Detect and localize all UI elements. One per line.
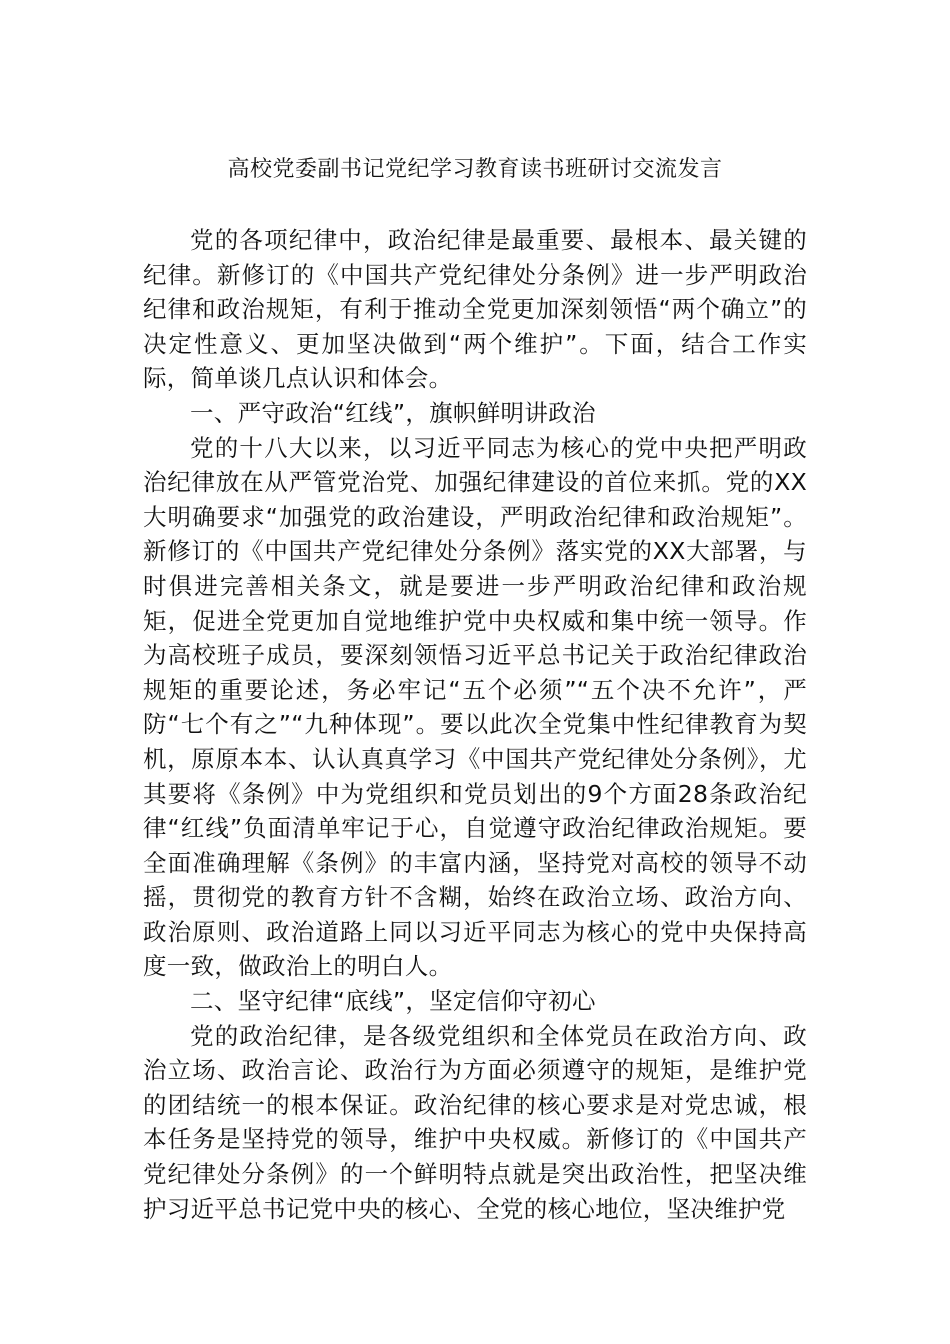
section-2-paragraph: 党的政治纪律，是各级党组织和全体党员在政治方向、政治立场、政治言论、政治行为方面必须遵守的规矩，是维护党的团结统一的根本保证。政治纪律的核心要求是对党忠诚，根本任务是坚持党的领导，维护中央权威。新修订的《中国共产党纪律处分条例》的一个鲜明特点就是突出政治性，把坚决维护习近平总书记党中央的核心、全党的核心地位，坚决维护党	[143, 1021, 807, 1223]
document-title: 高校党委副书记党纪学习教育读书班研讨交流发言	[227, 157, 723, 182]
document-body	[143, 223, 807, 1226]
intro-paragraph: 党的各项纪律中，政治纪律是最重要、最根本、最关键的纪律。新修订的《中国共产党纪律处分条例》进一步严明政治纪律和政治规矩，有利于推动全党更加深刻领悟“两个确立”的决定性意义、更加坚决做到“两个维护”。下面，结合工作实际，简单谈几点认识和体会。	[143, 226, 807, 393]
section-2-heading: 二、坚守纪律“底线”，坚定信仰守初心	[190, 987, 596, 1016]
section-1-heading: 一、严守政治“红线”，旗帜鲜明讲政治	[190, 398, 596, 427]
section-1-paragraph: 党的十八大以来，以习近平同志为核心的党中央把严明政治纪律放在从严管党治党、加强纪律建设的首位来抓。党的XX大明确要求“加强党的政治建设，严明政治纪律和政治规矩”。新修订的《中国共产党纪律处分条例》落实党的XX大部署，与时俱进完善相关条文，就是要进一步严明政治纪律和政治规矩，促进全党更加自觉地维护党中央权威和集中统一领导。作为高校班子成员，要深刻领悟习近平总书记关于政治纪律政治规矩的重要论述，务必牢记“五个必须”“五个决不允许”，严防“七个有之”“九种体现”。要以此次全党集中性纪律教育为契机，原原本本、认认真真学习《中国共产党纪律处分条例》，尤其要将《条例》中为党组织和党员划出的9个方面28条政治纪律“红线”负面清单牢记于心，自觉遵守政治纪律政治规矩。要全面准确理解《条例》的丰富内涵，坚持党对高校的领导不动摇，贯彻党的教育方针不含糊，始终在政治立场、政治方向、政治原则、政治道路上同以习近平同志为核心的党中央保持高度一致，做政治上的明白人。	[143, 433, 807, 981]
